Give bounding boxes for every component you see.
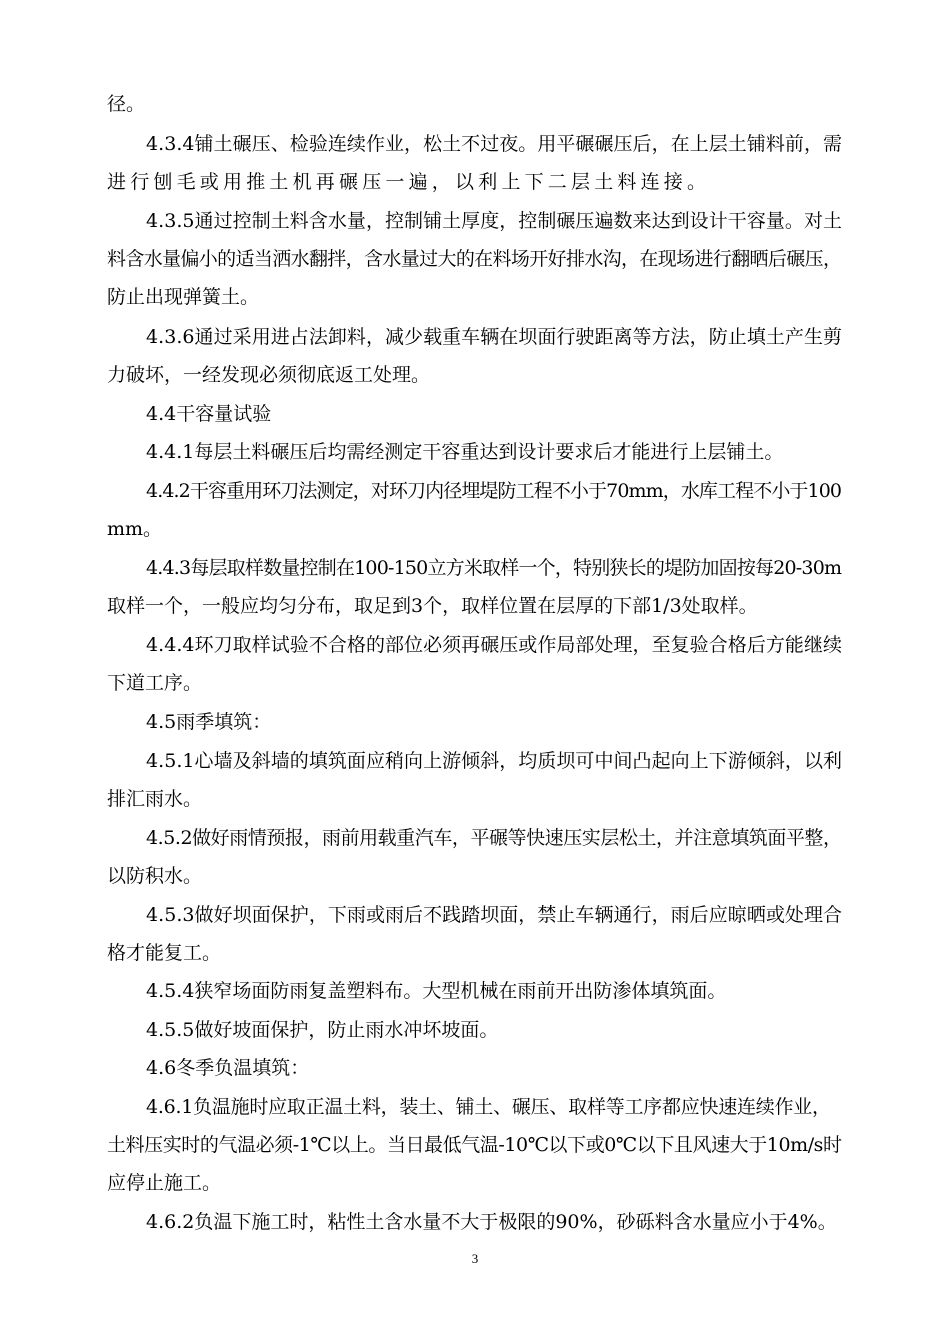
text-line: 下道工序。 bbox=[107, 672, 203, 694]
text-line: 4.4.2干容重用环刀法测定，对环刀内径埋堤防工程不小于70mm，水库工程不小于100 bbox=[146, 480, 842, 502]
text-line: mm。 bbox=[107, 518, 163, 540]
text-line: 4.5.1心墙及斜墙的填筑面应稍向上游倾斜，均质坝可中间凸起向上下游倾斜，以利 bbox=[146, 750, 843, 772]
text-line: 格才能复工。 bbox=[107, 942, 222, 964]
text-line: 4.4.4环刀取样试验不合格的部位必须再碾压或作局部处理，至复验合格后方能继续 bbox=[146, 634, 843, 656]
text-line: 4.3.5通过控制土料含水量，控制铺土厚度，控制碾压遍数来达到设计干容量。对土 bbox=[146, 210, 843, 232]
text-line: 以防积水。 bbox=[107, 865, 203, 887]
text-line: 4.4.3每层取样数量控制在100-150立方米取样一个，特别狭长的堤防加固按每20-30m bbox=[146, 557, 842, 579]
text-line: 力破坏，一经发现必须彻底返工处理。 bbox=[107, 364, 431, 386]
text-line: 4.4.1每层土料碾压后均需经测定干容重达到设计要求后才能进行上层铺土。 bbox=[146, 441, 784, 463]
text-line: 4.4干容量试验 bbox=[146, 403, 272, 425]
text-line: 排汇雨水。 bbox=[107, 788, 203, 810]
text-line: 4.5.5做好坡面保护，防止雨水冲坏坡面。 bbox=[146, 1019, 499, 1041]
text-line: 取样一个，一般应均匀分布，取足到3个，取样位置在层厚的下部1/3处取样。 bbox=[107, 595, 758, 617]
text-line: 料含水量偏小的适当洒水翻拌，含水量过大的在料场开好排水沟，在现场进行翻晒后碾压， bbox=[107, 248, 842, 270]
text-line: 4.5雨季填筑： bbox=[146, 711, 272, 733]
text-line: 进行刨毛或用推土机再碾压一遍，以利上下二层土料连接。 bbox=[107, 171, 711, 193]
text-line: 4.5.2做好雨情预报，雨前用载重汽车，平碾等快速压实层松土，并注意填筑面平整， bbox=[146, 827, 842, 849]
page-number: 3 bbox=[471, 1251, 479, 1266]
text-line: 土料压实时的气温必须-1℃以上。当日最低气温-10℃以下或0℃以下且风速大于10m/s时 bbox=[107, 1134, 842, 1156]
text-line: 应停止施工。 bbox=[107, 1172, 222, 1194]
text-line: 防止出现弹簧土。 bbox=[107, 286, 260, 308]
text-line: 4.6冬季负温填筑： bbox=[146, 1057, 310, 1079]
text-line: 4.3.4铺土碾压、检验连续作业，松土不过夜。用平碾碾压后，在上层土铺料前，需 bbox=[146, 133, 843, 155]
text-line: 4.6.1负温施时应取正温土料，装土、铺土、碾压、取样等工序都应快速连续作业， bbox=[146, 1096, 831, 1118]
text-line: 径。 bbox=[107, 93, 146, 115]
text-line: 4.6.2负温下施工时，粘性土含水量不大于极限的90%，砂砾料含水量应小于4%。 bbox=[146, 1211, 837, 1233]
text-line: 4.3.6通过采用进占法卸料，减少载重车辆在坝面行驶距离等方法，防止填土产生剪 bbox=[146, 326, 843, 348]
text-line: 4.5.3做好坝面保护，下雨或雨后不践踏坝面，禁止车辆通行，雨后应晾晒或处理合 bbox=[146, 904, 843, 926]
text-line: 4.5.4狭窄场面防雨复盖塑料布。大型机械在雨前开出防渗体填筑面。 bbox=[146, 980, 727, 1002]
